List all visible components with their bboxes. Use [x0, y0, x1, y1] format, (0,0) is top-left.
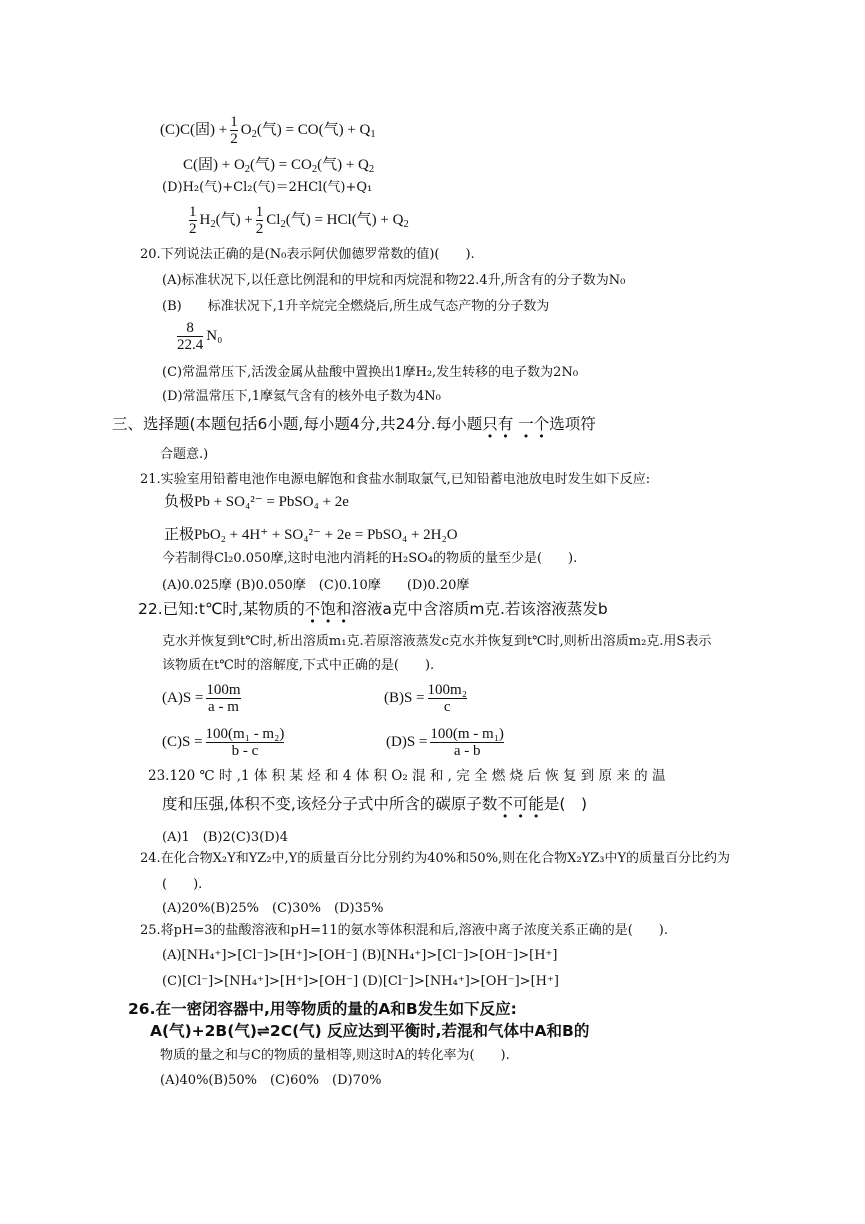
fraction-half: [256, 204, 264, 237]
option-label: (C): [160, 121, 180, 138]
section-3-subtitle: 合题意.): [160, 447, 209, 462]
question-text: 溶液a克中含溶质m克.若该溶液蒸发b: [351, 600, 608, 618]
emphasis-char: 不: [304, 600, 321, 618]
fraction-numerator: 100m₂: [427, 682, 467, 698]
equation-text: Cl: [266, 211, 281, 228]
subscript: 2: [210, 218, 216, 230]
q23-options: (A)1 (B)2(C)3(D)4: [162, 830, 288, 845]
fraction: [206, 682, 240, 715]
option-label: (D): [162, 180, 183, 195]
equation-text: (气) = CO: [250, 157, 312, 173]
equation-text: (气) + Q: [317, 157, 369, 173]
q22-option-a: [162, 682, 244, 715]
q20-option-b: [162, 298, 549, 316]
emphasis-char: 只: [482, 415, 498, 433]
q20-option-d: (D)常温常压下,1摩氦气含有的核外电子数为4N₀: [162, 389, 441, 404]
equation-text: C(固) +: [180, 121, 228, 138]
unit-text: N₀: [206, 327, 223, 344]
option-label: (A)S =: [162, 689, 204, 706]
q20-option-c: (C)常温常压下,活泼金属从盐酸中置换出1摩H₂,发生转移的电子数为2N₀: [162, 365, 579, 380]
section-title-text: 三、选择题(本题包括6小题,每小题4分,共24分.每小题: [112, 415, 483, 433]
q21-stem: 21.实验室用铅蓄电池作电源电解饱和食盐水制取氯气,已知铅蓄电池放电时发生如下反应:: [140, 472, 651, 487]
fraction-denominator: a - b: [430, 742, 504, 759]
q22-line3: 该物质在t℃时的溶解度,下式中正确的是( ).: [162, 658, 435, 673]
equation-c-line1: [160, 114, 376, 147]
fraction-denominator: b - c: [206, 742, 285, 759]
q24-options: (A)20%(B)25% (C)30% (D)35%: [162, 901, 384, 916]
fraction: [177, 320, 203, 353]
option-label: (C)S =: [162, 733, 203, 750]
equation-text: H₂(气)+Cl₂(气)＝2HCl(气)+Q₁: [182, 180, 373, 195]
fraction: [430, 726, 504, 759]
option-label: (B)S =: [384, 689, 425, 706]
question-text: 22.已知:t℃时,某物质的: [138, 600, 305, 618]
q20-option-a: (A)标准状况下,以任意比例混和的甲烷和丙烷混和物22.4升,所含有的分子数为N₀: [162, 273, 626, 288]
fraction-numerator: 8: [186, 320, 194, 336]
q22-line1: [138, 598, 608, 620]
q20-option-b-fraction: [174, 320, 222, 353]
q23-line1: 23.120 ℃ 时 ,1 体 积 某 烃 和 4 体 积 O₂ 混 和 , 完 全 燃 烧 后 恢 复 到 原 来 的 温: [148, 768, 666, 784]
emphasis-char: 不: [497, 795, 513, 813]
q20-stem: 20.下列说法正确的是(N₀表示阿伏伽德罗常数的值)( ).: [140, 247, 475, 262]
emphasis-char: 个: [533, 415, 550, 433]
equation-d-line2: [186, 204, 409, 237]
subscript: 2: [251, 128, 257, 140]
fraction-numerator: 1: [255, 204, 264, 220]
fraction-half: [230, 114, 238, 147]
section-3-title: [112, 413, 596, 435]
q22-line2: 克水并恢复到t℃时,析出溶质m₁克.若原溶液蒸发c克水并恢复到t℃时,则析出溶质m₂克.用S表示: [162, 634, 712, 649]
equation-text: (气) = CO(气) + Q: [256, 121, 371, 138]
fraction-half: [189, 204, 197, 237]
option-label: (B): [162, 299, 182, 314]
equation-text: (气) +: [215, 211, 253, 228]
q24-line2: ( ).: [162, 877, 203, 892]
q21-options: (A)0.025摩 (B)0.050摩 (C)0.10摩 (D)0.20摩: [162, 578, 470, 593]
q25-options-ab: (A)[NH₄⁺]>[Cl⁻]>[H⁺]>[OH⁻] (B)[NH₄⁺]>[Cl⁻]>[OH⁻]>[H⁺]: [162, 948, 558, 963]
q26-line1: 26.在一密闭容器中,用等物质的量的A和B发生如下反应:: [128, 1000, 517, 1018]
emphasis-char: 能: [528, 795, 544, 813]
q22-option-c: [162, 726, 287, 759]
q25-stem: 25.将pH=3的盐酸溶液和pH=11的氨水等体积混和后,溶液中离子浓度关系正确的是( ).: [140, 923, 668, 938]
fraction-numerator: 1: [189, 204, 197, 220]
option-label: (D)S =: [386, 733, 428, 750]
q24-line1: 24.在化合物X₂Y和YZ₂中,Y的质量百分比分别约为40%和50%,则在化合物X₂YZ₃中Y的质量百分比约为: [140, 851, 731, 866]
emphasis-char: 一: [518, 415, 534, 433]
fraction-denominator: c: [428, 698, 467, 715]
question-text: 度和压强,体积不变,该烃分子式中所含的碳原子数: [162, 795, 498, 813]
emphasis-char: 饱: [320, 600, 336, 618]
q26-line3: 物质的量之和与C的物质的量相等,则这时A的转化率为( ).: [160, 1048, 510, 1063]
fraction-numerator: 100m: [206, 682, 241, 698]
fraction-denominator: 2: [230, 131, 238, 147]
subscript: 2: [311, 164, 318, 175]
question-text: 是( ): [543, 795, 588, 813]
q25-options-cd: (C)[Cl⁻]>[NH₄⁺]>[H⁺]>[OH⁻] (D)[Cl⁻]>[NH₄⁺]>[OH⁻]>[H⁺]: [162, 974, 559, 989]
q23-line2: [162, 793, 587, 815]
equation-text: (气) = HCl(气) + Q: [285, 211, 404, 228]
q22-option-d: [386, 726, 507, 759]
fraction: [428, 682, 467, 715]
fraction-denominator: a - m: [208, 699, 239, 715]
section-title-text: 选项符: [549, 415, 596, 433]
q21-question: 今若制得Cl₂0.050摩,这时电池内消耗的H₂SO₄的物质的量至少是( ).: [162, 551, 578, 566]
equation-text: H: [199, 211, 211, 228]
subscript: 2: [403, 218, 409, 230]
q26-options: (A)40%(B)50% (C)60% (D)70%: [160, 1073, 382, 1088]
fraction-numerator: 100(m - m₁): [430, 726, 504, 742]
emphasis-char: 可: [512, 795, 529, 813]
fraction-denominator: 2: [189, 221, 197, 237]
fraction-denominator: 2: [255, 221, 264, 237]
equation-text: O: [240, 121, 252, 138]
fraction-numerator: 1: [230, 114, 238, 130]
q21-positive-electrode: 正极PbO₂ + 4H⁺ + SO₄²⁻ + 2e = PbSO₄ + 2H₂O: [164, 527, 458, 543]
subscript: 2: [244, 164, 251, 175]
q21-negative-electrode: 负极Pb + SO₄²⁻ = PbSO₄ + 2e: [164, 494, 349, 510]
subscript: 1: [370, 128, 376, 140]
equation-c-line2: [183, 155, 374, 180]
fraction-denominator: 22.4: [177, 337, 204, 353]
subscript: 2: [368, 164, 375, 175]
fraction: [206, 726, 285, 759]
fraction-numerator: 100(m₁ - m₂): [205, 726, 285, 742]
emphasis-char: 和: [335, 600, 352, 618]
q26-line2: A(气)+2B(气)⇌2C(气) 反应达到平衡时,若混和气体中A和B的: [150, 1022, 590, 1040]
equation-text: C(固) + O: [183, 157, 245, 173]
subscript: 2: [280, 218, 286, 230]
equation-d-line1: [162, 179, 372, 197]
q22-option-b: [384, 682, 470, 715]
emphasis-char: 有: [497, 415, 514, 433]
option-text: 标准状况下,1升辛烷完全燃烧后,所生成气态产物的分子数为: [207, 299, 550, 314]
